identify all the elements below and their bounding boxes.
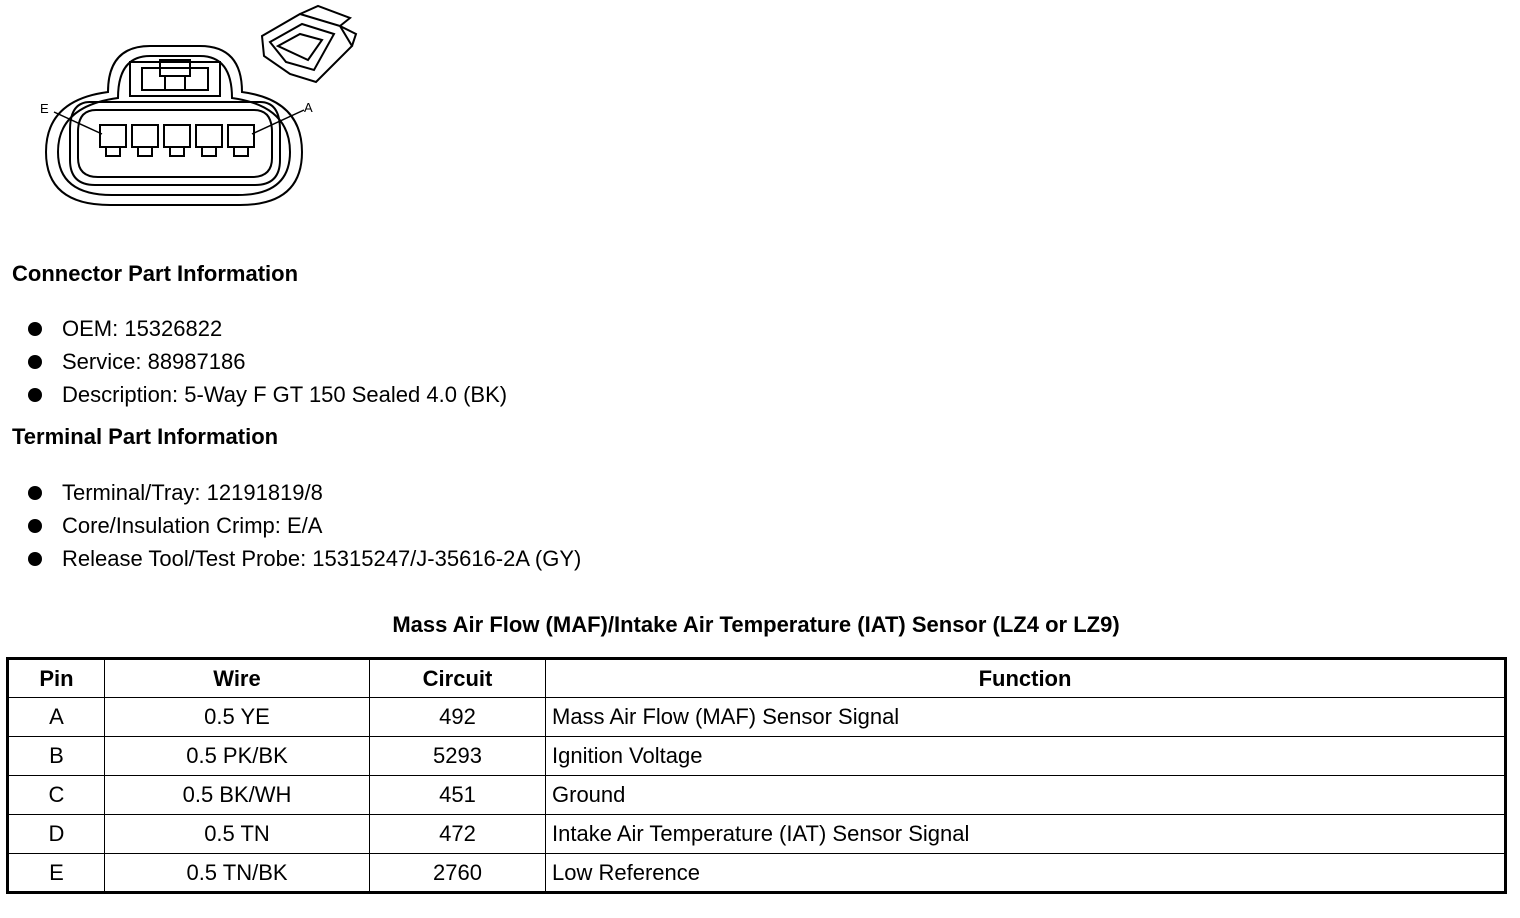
bullet-icon	[28, 552, 42, 566]
cell-pin: E	[8, 854, 105, 893]
connector-info-list	[28, 312, 507, 411]
cell-circuit: 492	[370, 698, 546, 737]
cell-function: Low Reference	[546, 854, 1506, 893]
table-row	[8, 815, 1506, 854]
bullet-icon	[28, 519, 42, 533]
cell-pin: A	[8, 698, 105, 737]
list-item: Description: 5-Way F GT 150 Sealed 4.0 (BK)	[28, 378, 507, 411]
cell-circuit: 2760	[370, 854, 546, 893]
cell-function: Mass Air Flow (MAF) Sensor Signal	[546, 698, 1506, 737]
table-title: Mass Air Flow (MAF)/Intake Air Temperature (IAT) Sensor (LZ4 or LZ9)	[392, 612, 1120, 637]
pinout-table	[6, 657, 1507, 894]
cell-wire: 0.5 BK/WH	[105, 776, 370, 815]
list-item: OEM: 15326822	[28, 312, 507, 345]
cell-pin: B	[8, 737, 105, 776]
header-function: Function	[546, 659, 1506, 698]
cell-function: Intake Air Temperature (IAT) Sensor Signal	[546, 815, 1506, 854]
pin-label-a: A	[304, 100, 313, 115]
list-item: Release Tool/Test Probe: 15315247/J-35616-2A (GY)	[28, 542, 581, 575]
cell-wire: 0.5 TN/BK	[105, 854, 370, 893]
cell-wire: 0.5 TN	[105, 815, 370, 854]
cell-circuit: 451	[370, 776, 546, 815]
cell-circuit: 472	[370, 815, 546, 854]
cell-pin: D	[8, 815, 105, 854]
pin-label-e: E	[40, 101, 49, 116]
table-row	[8, 737, 1506, 776]
connector-section-title: Connector Part Information	[12, 261, 299, 286]
cell-function: Ignition Voltage	[546, 737, 1506, 776]
cell-wire: 0.5 PK/BK	[105, 737, 370, 776]
cell-wire: 0.5 YE	[105, 698, 370, 737]
table-row	[8, 854, 1506, 893]
terminal-section-title: Terminal Part Information	[12, 424, 279, 449]
cell-circuit: 5293	[370, 737, 546, 776]
list-item: Service: 88987186	[28, 345, 507, 378]
table-row	[8, 698, 1506, 737]
header-pin: Pin	[8, 659, 105, 698]
cell-pin: C	[8, 776, 105, 815]
bullet-icon	[28, 486, 42, 500]
bullet-icon	[28, 322, 42, 336]
header-circuit: Circuit	[370, 659, 546, 698]
cell-function: Ground	[546, 776, 1506, 815]
table-header-row	[8, 659, 1506, 698]
bullet-icon	[28, 355, 42, 369]
bullet-icon	[28, 388, 42, 402]
connector-diagram	[0, 0, 380, 220]
table-row	[8, 776, 1506, 815]
list-item: Core/Insulation Crimp: E/A	[28, 509, 581, 542]
terminal-info-list	[28, 476, 581, 575]
header-wire: Wire	[105, 659, 370, 698]
list-item: Terminal/Tray: 12191819/8	[28, 476, 581, 509]
